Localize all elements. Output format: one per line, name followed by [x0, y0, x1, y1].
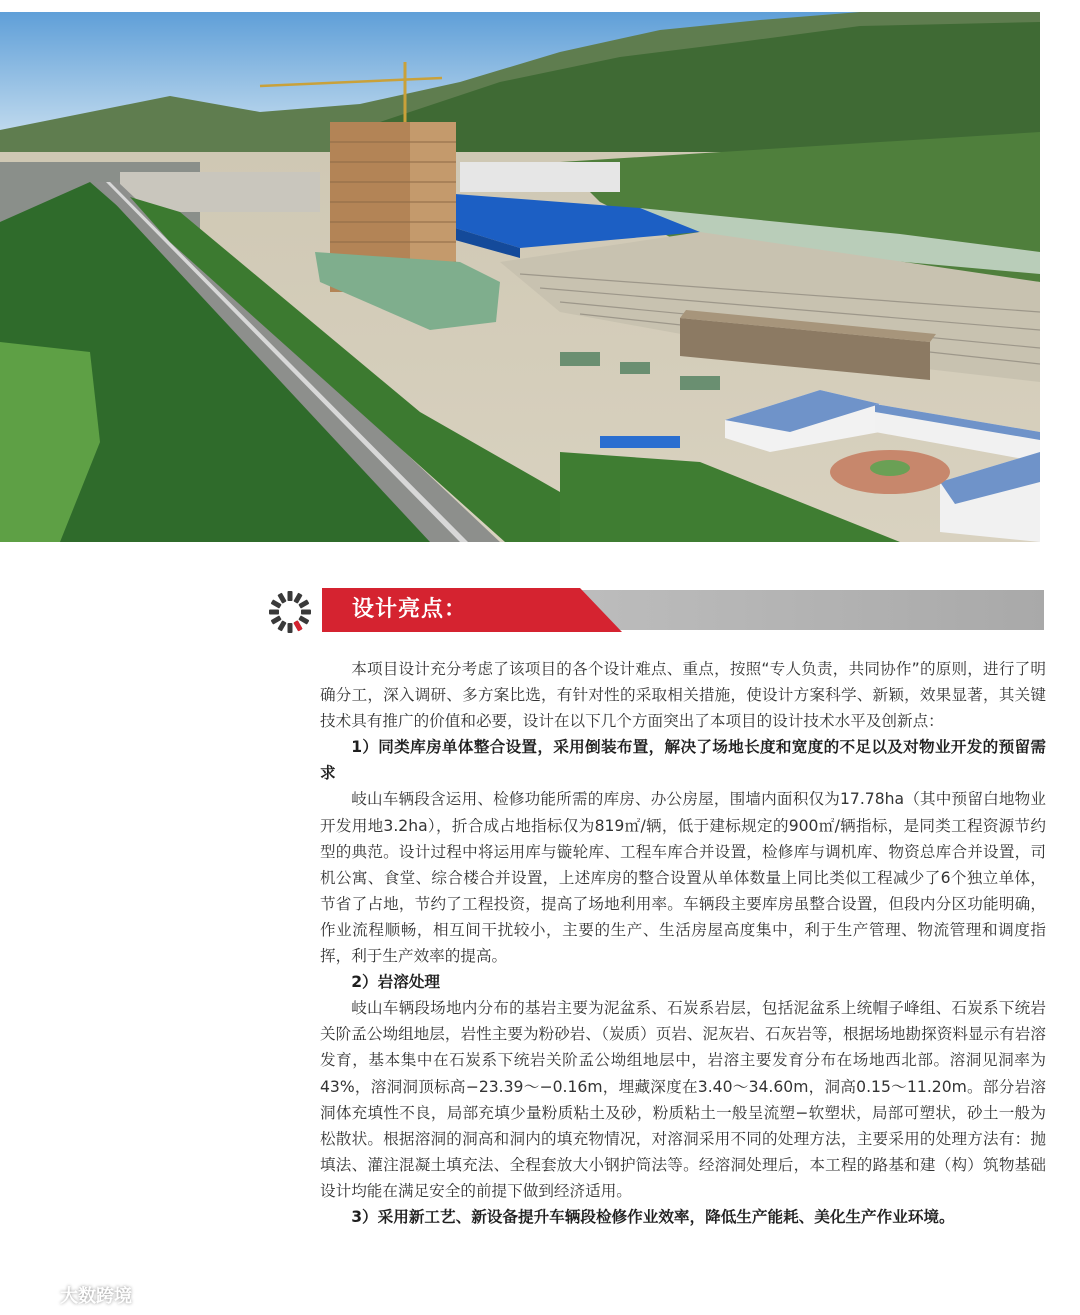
section-title: 设计亮点： — [352, 597, 468, 622]
paragraph-2: 岐山车辆段场地内分布的基岩主要为泥盆系、石炭系岩层，包括泥盆系上统帽子峰组、石炭系下统岩关阶孟公坳组地层，岩性主要为粉砂岩、（炭质）页岩、泥灰岩、石灰岩等，根据场地勘探资料显示有岩溶发育，基本集中在石炭系下统岩关阶孟公坳组地层中，岩溶主要发育分布在场地西北部。溶洞见洞率为43%，溶洞洞顶标高−23.39～−0.16m，埋藏深度在3.40～34.60m，洞高0.15～11.20m。部分岩溶洞体充填性不良，局部充填少量粉质粘土及砂，粉质粘土一般呈流塑−软塑状，局部可塑状，砂土一般为松散状。根据溶洞的洞高和洞内的填充物情况，对溶洞采用不同的处理方法，主要采用的处理方法有：抛填法、灌注混凝土填充法、全程套放大小钢护筒法等。经溶洞处理后，本工程的路基和建（构）筑物基础设计均能在满足安全的前提下做到经济适用。 — [320, 999, 1046, 1200]
gear-ring-icon — [268, 590, 312, 634]
watermark — [8, 1282, 132, 1308]
heading-1: 1）同类库房单体整合设置，采用倒装布置，解决了场地长度和宽度的不足以及对物业开发的预留需求 — [320, 738, 1046, 783]
watermark-text: 大数跨境 — [60, 1286, 132, 1307]
aerial-photo — [0, 12, 1040, 542]
paragraph-1: 岐山车辆段含运用、检修功能所需的库房、办公房屋，围墙内面积仅为17.78ha（其中预留白地物业开发用地3.2ha），折合成占地指标仅为819㎡/辆，低于建标规定的900㎡/辆指标，是同类工程资源节约型的典范。设计过程中将运用库与镟轮库、工程车库合并设置，检修库与调机库、物资总库合并设置，司机公寓、食堂、综合楼合并设置，上述库房的整合设置从单体数量上同比类似工程减少了6个独立单体，节省了占地，节约了工程投资，提高了场地利用率。车辆段主要库房虽整合设置，但段内分区功能明确，作业流程顺畅，相互间干扰较小，主要的生产、生活房屋高度集中，利于生产管理、物流管理和调度指挥，利于生产效率的提高。 — [320, 790, 1046, 966]
section-header — [268, 588, 1048, 634]
heading-2: 2）岩溶处理 — [351, 973, 441, 992]
heading-3: 3）采用新工艺、新设备提升车辆段检修作业效率，降低生产能耗、美化生产作业环境。 — [351, 1207, 955, 1226]
article-body — [320, 656, 1046, 1230]
watermark-logo-icon — [8, 1283, 54, 1307]
intro-paragraph: 本项目设计充分考虑了该项目的各个设计难点、重点，按照“专人负责，共同协作”的原则，进行了明确分工，深入调研、多方案比选，有针对性的采取相关措施，使设计方案科学、新颖，效果显著，其关键技术具有推广的价值和必要，设计在以下几个方面突出了本项目的设计技术水平及创新点： — [320, 660, 1046, 731]
